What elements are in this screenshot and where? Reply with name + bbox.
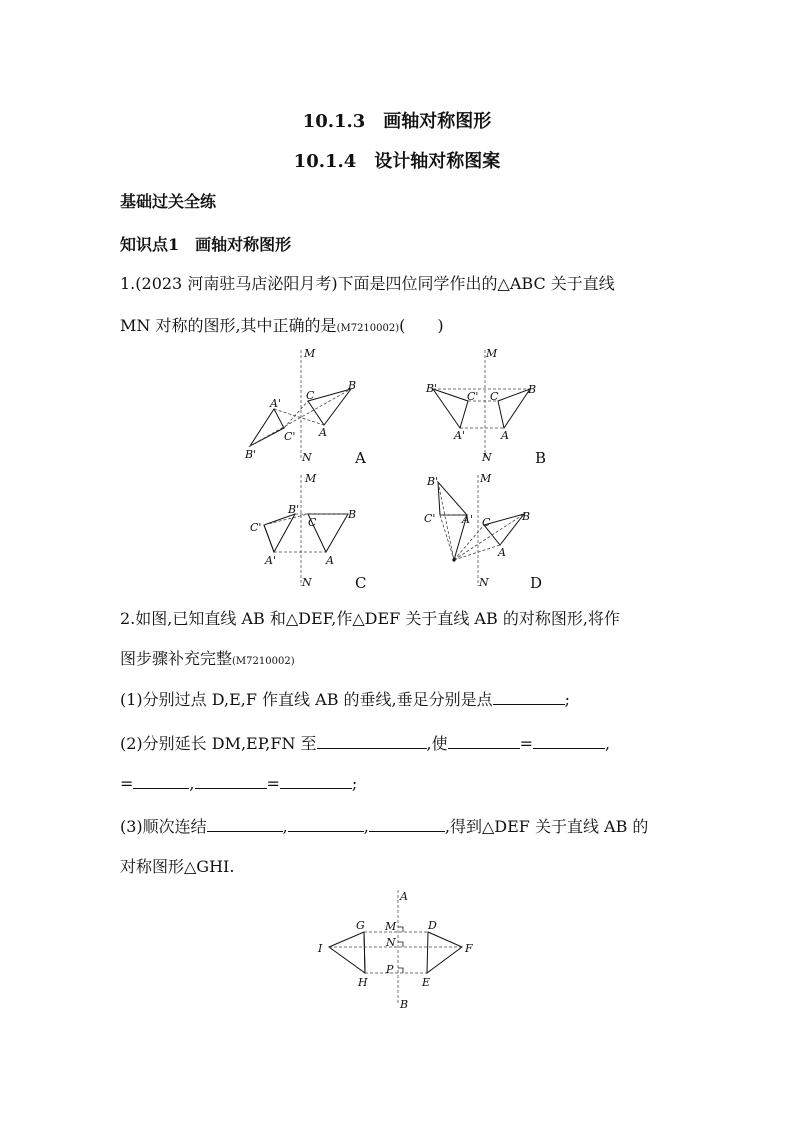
section-heading: 基础过关全练 — [120, 192, 217, 211]
blank-eq3-right[interactable] — [280, 774, 352, 789]
label-b-prime: B' — [427, 475, 439, 488]
q1-figure-a — [240, 345, 380, 470]
blank-connect3[interactable] — [369, 817, 445, 832]
label-a: A — [400, 890, 408, 903]
label-m: M — [385, 920, 397, 933]
label-m: M — [304, 347, 316, 360]
option-c-label: C — [355, 574, 367, 592]
label-m: M — [480, 472, 492, 485]
label-c: C — [482, 516, 491, 529]
label-c-prime: C' — [284, 430, 296, 443]
blank-feet[interactable] — [493, 690, 565, 705]
punct: = — [519, 734, 534, 753]
punct: ; — [351, 774, 358, 793]
label-i: I — [318, 942, 323, 955]
q2-figure — [310, 885, 490, 1015]
q2-step3 — [120, 817, 648, 837]
label-p: P — [386, 963, 394, 976]
step3-text-end: ,得到△DEF 关于直线 AB 的 — [444, 817, 649, 836]
label-c: C — [490, 390, 499, 403]
label-n: N — [302, 576, 312, 589]
label-d: D — [428, 919, 437, 932]
label-n: N — [479, 576, 489, 589]
blank-eq3-left[interactable] — [195, 774, 267, 789]
q1-line1: 1.(2023 河南驻马店泌阳月考)下面是四位同学作出的△ABC 关于直线 — [120, 274, 615, 293]
label-e: E — [422, 976, 431, 989]
label-b-prime: B' — [426, 382, 438, 395]
label-b: B — [522, 510, 531, 523]
blank-connect2[interactable] — [288, 817, 364, 832]
q2-step3-cont: 对称图形△GHI. — [120, 857, 235, 876]
blank-extend[interactable] — [317, 734, 427, 749]
label-b-prime: B' — [288, 503, 300, 516]
page-title: 10.1.3 画轴对称图形 — [302, 111, 492, 132]
label-a-prime: A' — [462, 513, 473, 526]
label-c-prime: C' — [424, 512, 436, 525]
q1-figure-d — [420, 470, 560, 595]
label-a-prime: A' — [265, 554, 276, 567]
page-subtitle: 10.1.4 设计轴对称图案 — [293, 151, 501, 172]
blank-eq1-right[interactable] — [533, 734, 605, 749]
label-c-prime: C' — [250, 521, 262, 534]
q2-step1 — [120, 690, 570, 710]
q1-line2 — [120, 316, 444, 339]
label-a: A — [319, 426, 327, 439]
label-n: N — [302, 451, 312, 464]
step2-text: (2)分别延长 DM,EP,FN 至 — [120, 734, 317, 753]
label-c: C — [306, 389, 315, 402]
punct: , — [363, 817, 369, 836]
label-c-prime: C' — [467, 390, 479, 403]
punct: ,使 — [426, 734, 448, 753]
q1-code: (M7210002) — [336, 323, 400, 334]
label-g: G — [356, 919, 365, 932]
punct: ; — [564, 690, 571, 709]
blank-eq1-left[interactable] — [448, 734, 520, 749]
step1-text: (1)分别过点 D,E,F 作直线 AB 的垂线,垂足分别是点 — [120, 690, 493, 709]
label-a: A — [498, 546, 506, 559]
label-f: F — [465, 942, 473, 955]
label-b-prime: B' — [245, 448, 257, 461]
q2-code: (M7210002) — [232, 656, 295, 667]
q1-figure-c — [240, 470, 380, 595]
q2-line2 — [120, 649, 295, 672]
blank-connect1[interactable] — [207, 817, 283, 832]
q1-stem-end: MN 对称的图形,其中正确的是 — [120, 316, 337, 335]
label-b: B — [348, 508, 357, 521]
option-b-label: B — [535, 449, 547, 467]
step3-text: (3)顺次连结 — [120, 817, 207, 836]
knowledge-point-heading: 知识点1 画轴对称图形 — [120, 235, 292, 254]
label-b: B — [400, 998, 409, 1011]
label-a-prime: A' — [270, 397, 281, 410]
q1-figure-b — [420, 345, 560, 470]
label-n: N — [386, 936, 396, 949]
label-a-prime: A' — [454, 429, 465, 442]
q2-line1: 2.如图,已知直线 AB 和△DEF,作△DEF 关于直线 AB 的对称图形,将作 — [120, 609, 620, 628]
label-a: A — [326, 554, 334, 567]
q1-answer-paren: ( ) — [399, 316, 444, 335]
label-b: B — [528, 383, 537, 396]
label-b: B — [348, 379, 357, 392]
label-c: C — [308, 516, 317, 529]
q2-step2-cont — [120, 774, 357, 794]
q2-step2 — [120, 734, 610, 754]
label-m: M — [305, 472, 317, 485]
punct: , — [282, 817, 288, 836]
label-h: H — [358, 976, 368, 989]
label-a: A — [501, 429, 509, 442]
label-n: N — [482, 451, 492, 464]
option-a-label: A — [355, 449, 366, 467]
label-m: M — [486, 347, 498, 360]
punct: = — [120, 774, 134, 793]
punct: , — [189, 774, 195, 793]
blank-eq2-right[interactable] — [133, 774, 189, 789]
punct: = — [266, 774, 280, 793]
punct: , — [605, 734, 611, 753]
q2-stem-end: 图步骤补充完整 — [120, 649, 233, 668]
option-d-label: D — [530, 574, 543, 592]
